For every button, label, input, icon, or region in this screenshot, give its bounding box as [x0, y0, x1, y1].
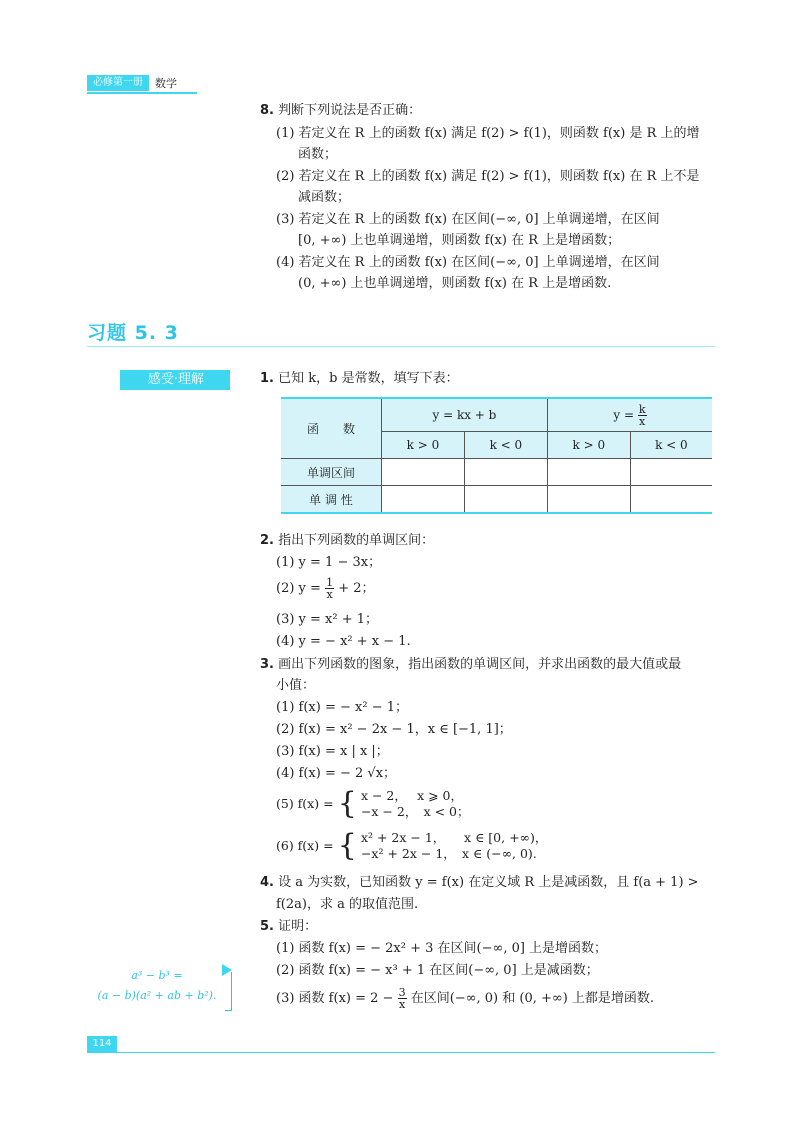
q2-frac-num: 1 [326, 576, 334, 589]
header-k-pos-linear: k > 0 [382, 432, 465, 459]
q8-item-4a: (4) 若定义在 R 上的函数 f(x) 在区间(−∞, 0] 上单调递增，在区间 [276, 255, 660, 270]
recip-lhs: y = [613, 407, 634, 422]
q8-item-3a: (3) 若定义在 R 上的函数 f(x) 在区间(−∞, 0] 上单调递增，在区间 [276, 212, 660, 227]
q3-item-6-case-a: x² + 2x − 1， x ∈ [0, +∞)， [360, 830, 548, 845]
function-table [281, 397, 712, 514]
section-rule [87, 346, 715, 347]
q2-item-2-lhs: (2) y = [276, 581, 321, 596]
q3-item-6-lhs: (6) f(x) = [276, 838, 334, 853]
header-rule [87, 92, 197, 94]
q8-heading [260, 102, 421, 120]
q5-number: 5. [260, 919, 274, 934]
q5-frac-den: x [398, 998, 406, 1011]
q2-item-2-rhs: + 2； [338, 581, 375, 596]
q2-item-1: (1) y = 1 − 3x； [276, 555, 382, 570]
q2-text: 指出下列函数的单调区间： [278, 533, 435, 548]
row-label-monotonicity: 单 调 性 [281, 486, 382, 514]
cell-blank[interactable] [464, 459, 547, 486]
q5-text: 证明： [278, 919, 318, 934]
margin-note-line-2: (a − b)(a² + ab + b²). [97, 989, 217, 1002]
q1-number: 1. [260, 371, 274, 386]
header-k-neg-linear: k < 0 [464, 432, 547, 459]
q3-item-6-cases [361, 830, 547, 862]
q5-item-3-fraction [398, 987, 407, 1010]
cell-blank[interactable] [382, 486, 465, 514]
brace-glyph: { [337, 786, 357, 821]
subject-label: 数学 [155, 77, 177, 90]
exercise-section-title: 习题 5. 3 [87, 322, 179, 344]
cell-blank[interactable] [630, 459, 712, 486]
q2-number: 2. [260, 533, 274, 548]
q4-text-2: f(2a)，求 a 的取值范围. [276, 897, 419, 912]
footer-rule [87, 1052, 715, 1053]
q3-item-5-case-b: −x − 2， x < 0； [360, 804, 470, 819]
q8-item-2a: (2) 若定义在 R 上的函数 f(x) 满足 f(2) > f(1)，则函数 f(x) 在 R 上不是 [276, 169, 700, 184]
margin-formula-note [87, 966, 227, 1006]
q3-item-6 [276, 830, 547, 862]
q8-number: 8. [260, 103, 274, 118]
q2-heading [260, 532, 434, 550]
q3-item-5-lhs: (5) f(x) = [276, 796, 334, 811]
brace-glyph: { [337, 828, 357, 863]
q1-heading [260, 370, 459, 388]
q8-item-4b: (0, +∞) 上也单调递增，则函数 f(x) 在 R 上是增函数. [298, 276, 612, 291]
page-number: 114 [87, 1036, 117, 1052]
category-tag: 感受·理解 [120, 370, 232, 390]
q3-item-4: (4) f(x) = − 2 √x； [276, 766, 397, 781]
header-k-neg-recip: k < 0 [630, 432, 712, 459]
q4-heading [260, 874, 699, 892]
q3-heading [260, 656, 681, 674]
q3-text-2: 小值： [276, 678, 316, 693]
q8-item-2b: 减函数； [298, 190, 351, 205]
table-header-function: 函 数 [281, 398, 382, 459]
q8-title: 判断下列说法是否正确： [278, 103, 422, 118]
q3-item-5-cases [361, 788, 470, 820]
q3-item-5-case-a: x − 2， x ⩾ 0， [360, 788, 464, 803]
q5-item-2: (2) 函数 f(x) = − x³ + 1 在区间(−∞, 0] 上是减函数； [276, 963, 599, 978]
cell-blank[interactable] [547, 459, 630, 486]
q3-text-1: 画出下列函数的图象，指出函数的单调区间，并求出函数的最大值或最 [278, 657, 682, 672]
q3-number: 3. [260, 657, 274, 672]
cell-blank[interactable] [464, 486, 547, 514]
q8-item-3b: [0, +∞) 上也单调递增，则函数 f(x) 在 R 上是增函数； [298, 233, 621, 248]
q3-item-2: (2) f(x) = x² − 2x − 1，x ∈ [−1, 1]； [276, 722, 512, 737]
q4-text-1: 设 a 为实数，已知函数 y = f(x) 在定义域 R 上是减函数，且 f(a + 1) > [278, 875, 699, 890]
margin-arrow-icon [222, 964, 232, 976]
recip-fraction [638, 404, 647, 427]
table-header-reciprocal [547, 398, 712, 432]
q3-item-1: (1) f(x) = − x² − 1； [276, 700, 408, 715]
header-k-pos-recip: k > 0 [547, 432, 630, 459]
q5-frac-num: 3 [398, 986, 406, 999]
q2-item-4: (4) y = − x² + x − 1. [276, 634, 411, 649]
q4-number: 4. [260, 875, 274, 890]
q5-item-3-lhs: (3) 函数 f(x) = 2 − [276, 991, 394, 1006]
q8-item-1b: 函数； [298, 147, 338, 162]
recip-den: x [639, 414, 646, 428]
q5-item-3-rhs: 在区间(−∞, 0) 和 (0, +∞) 上都是增函数. [410, 991, 655, 1006]
q3-item-3: (3) f(x) = x | x |； [276, 744, 389, 759]
row-label-interval: 单调区间 [281, 459, 382, 486]
q3-item-5 [276, 788, 470, 820]
q8-item-1a: (1) 若定义在 R 上的函数 f(x) 满足 f(2) > f(1)，则函数 f(x) 是 R 上的增 [276, 126, 700, 141]
q5-item-3 [276, 986, 654, 1012]
margin-bracket [225, 972, 232, 1011]
cell-blank[interactable] [630, 486, 712, 514]
q2-item-2-fraction [325, 577, 334, 600]
recip-num: k [638, 402, 646, 416]
running-header [87, 75, 177, 91]
q1-text: 已知 k，b 是常数，填写下表： [278, 371, 459, 386]
cell-blank[interactable] [547, 486, 630, 514]
q3-item-6-case-b: −x² + 2x − 1， x ∈ (−∞, 0). [360, 846, 537, 861]
book-volume-label: 必修第一册 [87, 75, 149, 91]
q2-frac-den: x [326, 588, 333, 601]
q5-item-1: (1) 函数 f(x) = − 2x² + 3 在区间(−∞, 0] 上是增函数； [276, 941, 608, 956]
margin-note-line-1: a³ − b³ = [131, 969, 183, 982]
table-header-linear: y = kx + b [382, 398, 548, 432]
q5-heading [260, 918, 317, 936]
q2-item-3: (3) y = x² + 1； [276, 612, 379, 627]
cell-blank[interactable] [382, 459, 465, 486]
q2-item-2 [276, 576, 375, 602]
